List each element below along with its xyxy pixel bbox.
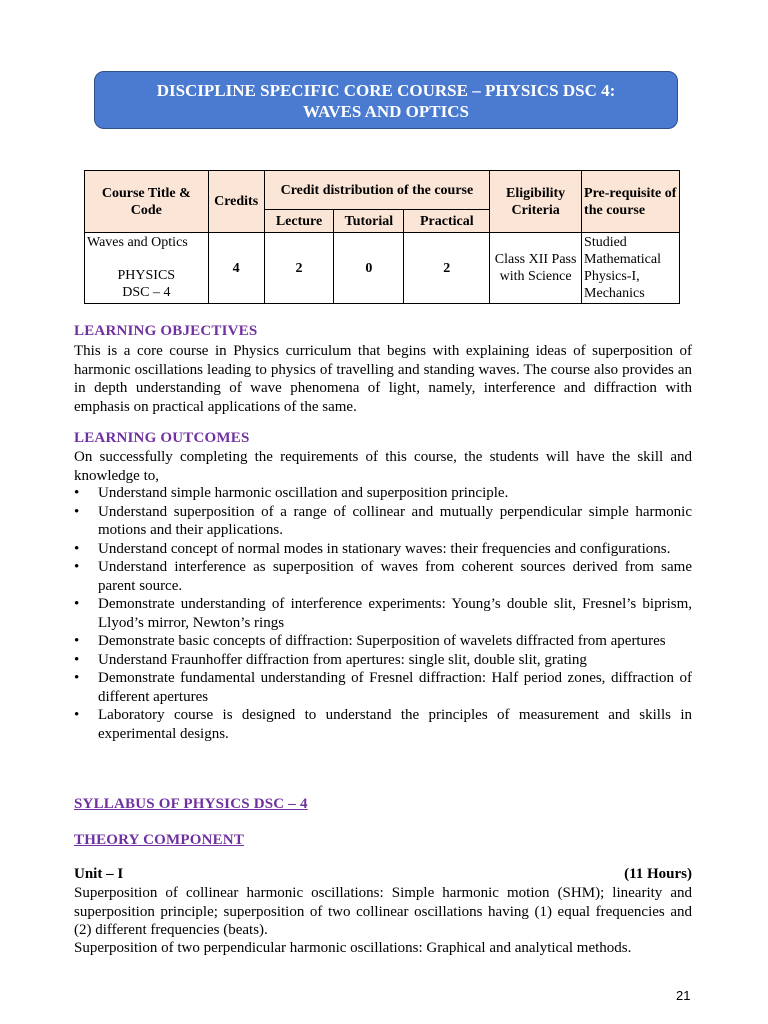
bullet-icon: • [74,503,80,520]
list-item: • Laboratory course is designed to understand the principles of measurement and skills in experimental designs. [74,707,692,742]
cell-credits: 4 [208,233,264,304]
cell-prerequisite: Studied Mathematical Physics-I, Mechanics [582,233,680,304]
list-item: • Understand Fraunhoffer diffraction from apertures: single slit, double slit, grating [74,651,587,668]
cell-practical: 2 [404,233,490,304]
credit-distribution-table [84,170,680,304]
header-lecture: Lecture [264,210,334,233]
header-prerequisite: Pre-requisite of the course [582,171,680,233]
list-item: • Understand simple harmonic oscillation and superposition principle. [74,485,509,501]
banner-line-2: WAVES AND OPTICS [303,102,469,121]
unit-1-paragraph-1: Superposition of collinear harmonic oscillations: Simple harmonic motion (SHM); linearity and superposition principle; superposition of two collinear oscillations having (1) equal frequencies and (2) different frequencies (beats). [74,885,692,938]
bullet-icon: • [74,540,80,557]
learning-objectives-heading: LEARNING OBJECTIVES [74,323,258,339]
course-name: Waves and Optics [87,235,188,250]
banner-line-1: DISCIPLINE SPECIFIC CORE COURSE – PHYSICS DSC 4: [156,81,616,100]
theory-component-heading: THEORY COMPONENT [74,832,245,848]
bullet-icon: • [74,633,80,649]
course-code-line2: DSC – 4 [122,285,171,300]
cell-tutorial: 0 [334,233,404,304]
unit-1-header [74,866,692,883]
bullet-icon: • [74,707,80,723]
list-item: • Demonstrate basic concepts of diffraction: Superposition of wavelets diffracted from apertures [74,633,666,649]
learning-outcomes-list [74,484,692,743]
course-title-banner [94,71,678,129]
header-course-title: Course Title & Code [85,171,209,233]
header-practical: Practical [404,210,490,233]
syllabus-heading: SYLLABUS OF PHYSICS DSC – 4 [74,796,308,812]
learning-outcomes-intro: On successfully completing the requirements of this course, the students will have the skill and knowledge to, [74,449,692,484]
learning-objectives-text: This is a core course in Physics curriculum that begins with explaining ideas of superposition of harmonic oscillations leading to physics of travelling and standing waves. The course also provides an in depth understanding of wave phenomena of light, namely, interference and diffraction with emphasis on practical applications of the same. [74,343,692,415]
page-number: 21 [676,988,691,1003]
bullet-icon: • [74,559,80,575]
cell-course-title [85,233,209,304]
bullet-icon: • [74,485,80,501]
list-item: • Understand interference as superposition of waves from coherent sources derived from same parent source. [74,559,692,594]
header-eligibility: Eligibility Criteria [490,171,582,233]
list-item: • Demonstrate fundamental understanding of Fresnel diffraction: Half period zones, diffraction of different apertures [74,670,692,705]
list-item: • Understand superposition of a range of collinear and mutually perpendicular simple harmonic motions and their applications. [74,503,692,538]
bullet-icon: • [74,651,80,668]
bullet-icon: • [74,596,80,612]
unit-1-title: Unit – I [74,866,124,882]
learning-outcomes-heading: LEARNING OUTCOMES [74,430,250,446]
header-credit-distribution: Credit distribution of the course [264,171,490,210]
header-tutorial: Tutorial [334,210,404,233]
cell-eligibility: Class XII Pass with Science [490,233,582,304]
table-row [85,233,680,304]
course-code-line1: PHYSICS [117,268,176,283]
list-item: • Understand concept of normal modes in stationary waves: their frequencies and configurations. [74,540,671,557]
list-item: • Demonstrate understanding of interference experiments: Young’s double slit, Fresnel’s biprism, Llyod’s mirror, Newton’s rings [74,596,692,631]
bullet-icon: • [74,670,80,686]
unit-1-paragraph-2: Superposition of two perpendicular harmonic oscillations: Graphical and analytical methods. [74,940,632,956]
cell-lecture: 2 [264,233,334,304]
header-credits: Credits [208,171,264,233]
unit-1-hours: (11 Hours) [624,866,692,882]
